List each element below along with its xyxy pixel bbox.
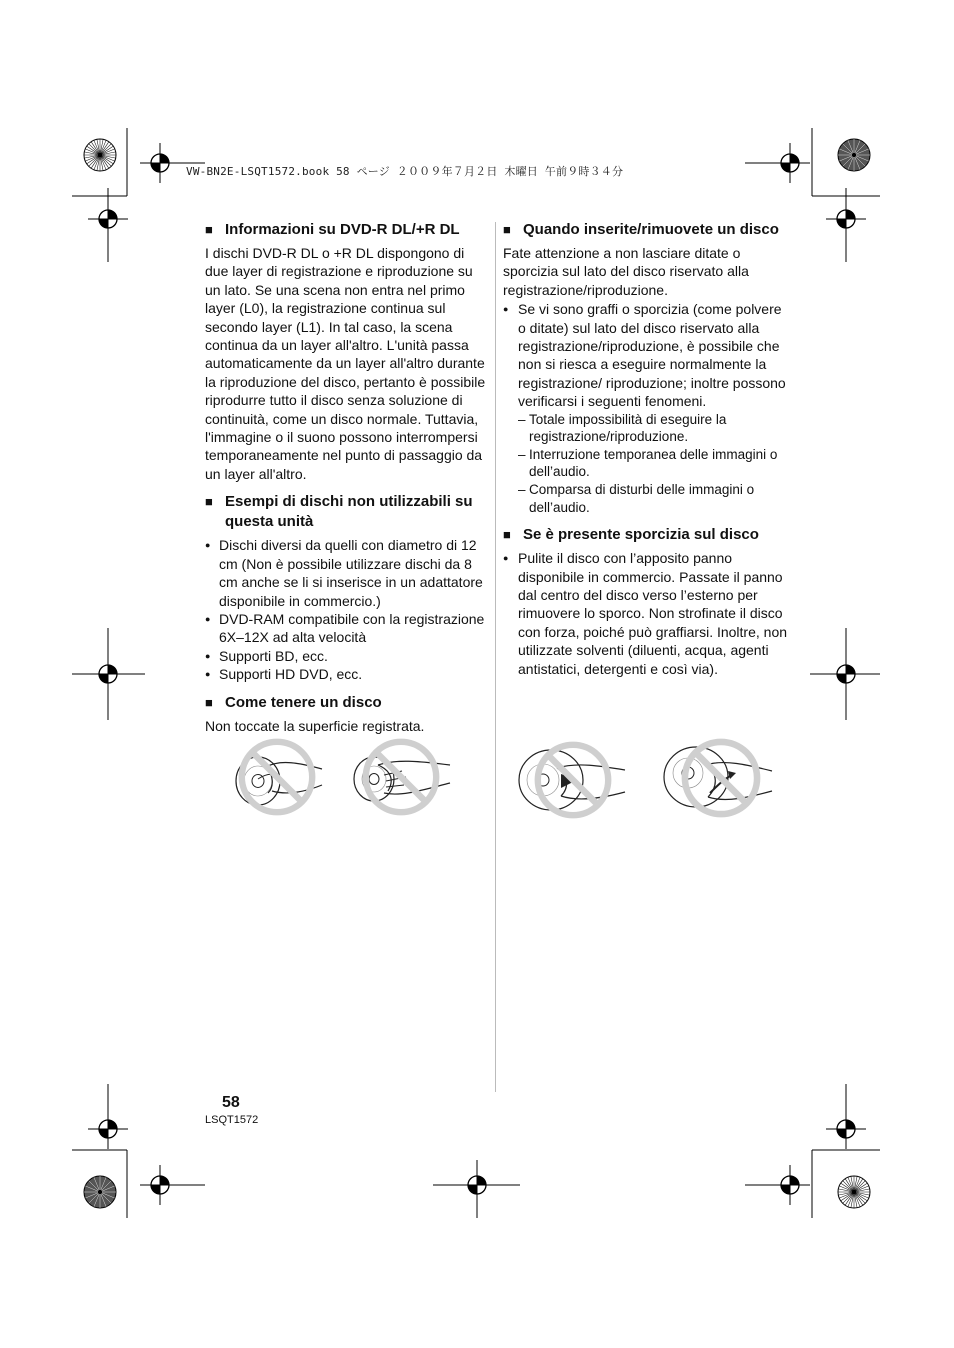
dvd-info-heading: ■ Informazioni su DVD-R DL/+R DL [205,221,460,238]
right-column [503,220,787,687]
list-item: ● DVD-RAM compatibile con la registrazione 6X–12X ad alta velocità [205,610,487,647]
document-code: LSQT1572 [205,1114,259,1126]
holding-heading: ■ Come tenere un disco [205,693,382,711]
list-item: ● Pulite il disco con l’apposito panno disponibile in commercio. Passate il panno dal centro del disco verso l’esterno per rimuovere lo sporco. Non strofinate il disco con forza, poiché può graffiarsi. Inoltre, non utilizzate solventi (diluenti, acqua, agenti antistatici, detergenti e così via). [503,549,787,678]
dirt-list [503,549,787,678]
list-item: – Interruzione temporanea delle immagini o dell’audio. [503,446,787,481]
disc-wiping-icon [517,738,629,822]
hand-holding-disc-icon [228,735,324,819]
insert-remove-sublist [503,411,787,517]
list-item: ● Se vi sono graffi o sporcizia (come polvere o ditate) sul lato del disco riservato alla registrazione/riproduzione, è possibile che non si riesca a eseguire normalmente la registrazione/ riproduzione; inoltre possono verificarsi i seguenti fenomeni. [503,300,787,410]
unusable-discs-heading: ■ Esempi di dischi non utilizzabili su questa unità [205,493,473,531]
insert-remove-heading: ■ Quando inserite/rimuovete un disco [503,221,779,238]
left-column [205,220,487,744]
dvd-info-body: I dischi DVD-R DL o +R DL dispongono di due layer di registrazione e riproduzione su un lato. Se una scena non entra nel primo layer (L0), la registrazione continua sul secondo layer (L1). In tal caso, la scena continua da un layer all'altro. L'unità passa automaticamente da un layer all'altro durante la riproduzione del disco, pertanto è possibile riprodurre tutto il disco senza soluzione di continuità, come un disco normale. Tuttavia, l'immagine o il suono possono interrompersi temporaneamente nel punto di passaggio da un layer all'altro. [205,245,486,482]
list-item: – Totale impossibilità di eseguire la registrazione/riproduzione. [503,411,787,446]
insert-remove-list [503,300,787,410]
holding-body: Non toccate la superficie registrata. [205,717,425,734]
list-item: ● Dischi diversi da quelli con diametro di 12 cm (Non è possibile utilizzare dischi da 8 cm anche se li si inserisce in un adattatore disponibile in commercio.) [205,536,487,610]
list-item: – Comparsa di disturbi delle immagini o dell’audio. [503,481,787,516]
list-item: ● Supporti HD DVD, ecc. [205,665,487,683]
unusable-discs-list [205,536,487,683]
file-info-header: VW-BN2E-LSQT1572.book 58 ページ ２００９年７月２日 木曜日 午前９時３４分 [186,165,624,178]
disc-wiping-icon [662,735,774,821]
hand-holding-disc-icon [348,735,452,819]
page-number: 58 [222,1094,240,1111]
insert-remove-intro: Fate attenzione a non lasciare ditate o sporcizia sul lato del disco riservato alla registrazione/riproduzione. [503,245,749,298]
list-item: ● Supporti BD, ecc. [205,647,487,665]
dirt-heading: ■ Se è presente sporcizia sul disco [503,526,759,544]
column-divider [495,222,496,1092]
